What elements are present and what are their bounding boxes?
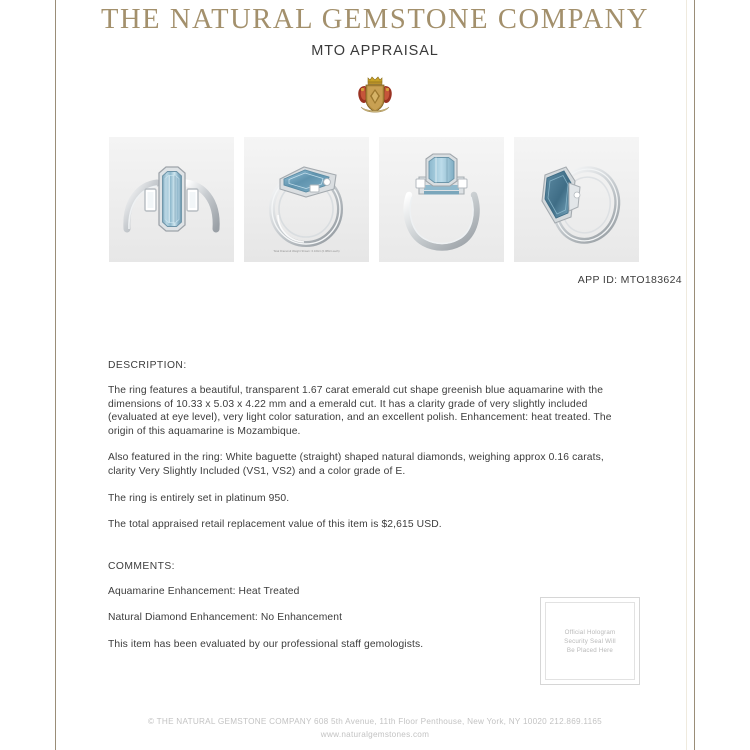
comment-line-3: This item has been evaluated by our professional staff gemologists. xyxy=(108,638,424,650)
page-title: THE NATURAL GEMSTONE COMPANY xyxy=(100,4,650,35)
description-heading: DESCRIPTION: xyxy=(108,360,187,371)
app-id-label: APP ID: MTO183624 xyxy=(577,274,682,286)
description-paragraph-2: Also featured in the ring: White baguette (straight) shaped natural diamonds, weighing approx 0.16 carats, clarity Very Slightly Included (VS1, VS2) and a color grade of E. xyxy=(108,452,604,477)
product-image-angled[interactable] xyxy=(243,136,370,263)
image-caption: Total Diamond Weight Shown: 0.160ct (0.080ct each) xyxy=(273,250,340,253)
page-border-right xyxy=(694,0,695,750)
comment-line-1: Aquamarine Enhancement: Heat Treated xyxy=(108,585,300,597)
product-image-front[interactable] xyxy=(108,136,235,263)
footer-website[interactable]: www.naturalgemstones.com xyxy=(320,730,430,739)
product-image-profile[interactable] xyxy=(378,136,505,263)
description-paragraph-3: The ring is entirely set in platinum 950. xyxy=(108,492,290,504)
appraisal-page xyxy=(56,0,694,750)
comments-heading: COMMENTS: xyxy=(108,560,175,572)
hologram-seal-line-2: Security Seal Will xyxy=(564,637,616,645)
hologram-seal-inner-border xyxy=(545,602,635,680)
document-masthead xyxy=(56,0,694,59)
hologram-seal-line-3: Be Placed Here xyxy=(566,646,614,654)
description-paragraph-1: The ring features a beautiful, transparent 1.67 carat emerald cut shape greenish blue aquamarine with the dimensions of 10.33 x 5.03 x 4.22 mm and a emerald cut. It has a clarity grade of very slightly included (evaluated at eye level), very light color saturation, and an excellent polish. Enhancement: heat treated. The origin of this aquamarine is Mozambique. xyxy=(108,385,612,437)
comment-line-2: Natural Diamond Enhancement: No Enhancement xyxy=(108,612,343,624)
heraldic-crest-icon xyxy=(355,74,395,118)
hologram-seal-placeholder xyxy=(540,597,640,685)
crest-container xyxy=(56,74,694,118)
document-subtitle: MTO APPRAISAL xyxy=(311,42,439,59)
footer-address: © THE NATURAL GEMSTONE COMPANY 608 5th Avenue, 11th Floor Penthouse, New York, NY 10020 212.869.1165 xyxy=(148,717,602,726)
hologram-seal-line-1: Official Hologram xyxy=(564,628,616,636)
hologram-seal-text xyxy=(564,628,616,655)
product-image-side[interactable] xyxy=(513,136,640,263)
description-paragraph-4: The total appraised retail replacement value of this item is $2,615 USD. xyxy=(108,519,442,531)
page-footer xyxy=(56,717,694,739)
product-image-gallery xyxy=(108,136,640,263)
